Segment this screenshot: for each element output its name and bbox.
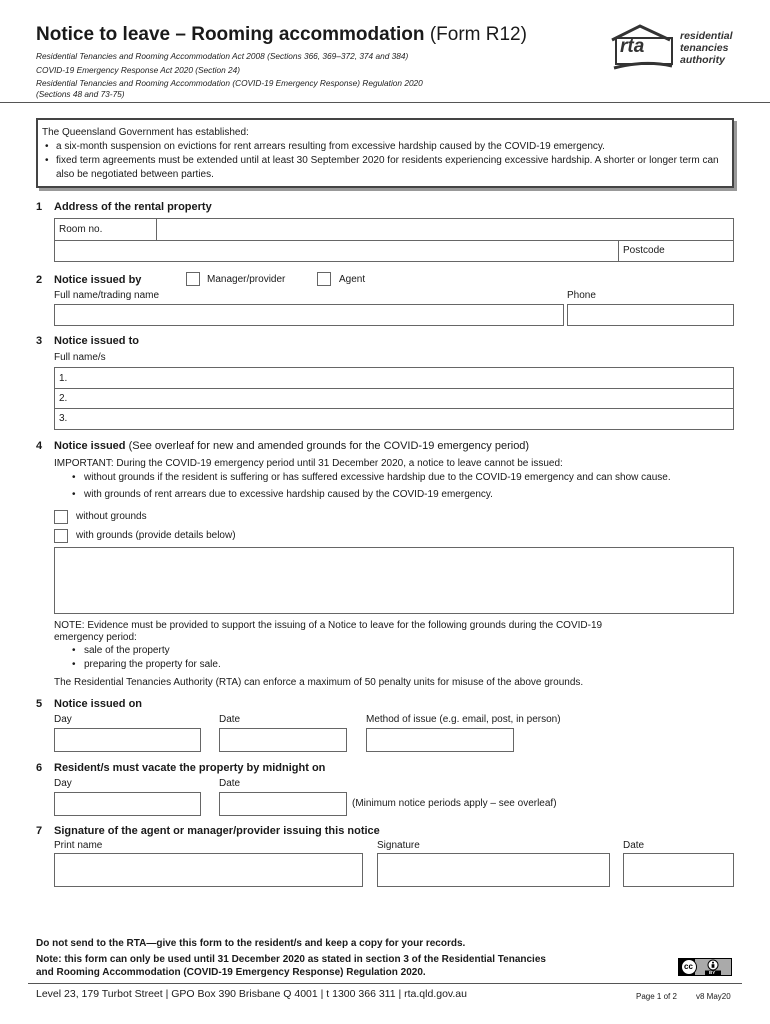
important-notice: IMPORTANT: During the COVID-19 emergency period until 31 December 2020, a notice to leave cannot be issued: bbox=[54, 458, 563, 469]
room-no-cell[interactable] bbox=[55, 219, 157, 241]
note-bullet-sale: • sale of the property bbox=[70, 645, 170, 656]
agent-label: Agent bbox=[339, 274, 366, 285]
issuer-phone-input[interactable] bbox=[567, 304, 734, 326]
legislation-line-4: (Sections 48 and 73-75) bbox=[36, 89, 125, 99]
legislation-line-1: Residential Tenancies and Rooming Accommodation Act 2008 (Sections 366, 369–372, 374 and 384) bbox=[36, 51, 409, 61]
vacate-date-input[interactable] bbox=[219, 792, 347, 816]
street-address-field[interactable] bbox=[157, 219, 733, 241]
info-bullet-fixed-term: • fixed term agreements must be extended until at least 30 September 2020 for residents experiencing excessive hardship. A shorter or longer term can also be negotiated between parties. bbox=[42, 154, 728, 182]
rta-logo-mark: rta bbox=[620, 36, 645, 57]
address-box bbox=[54, 218, 734, 262]
cc-label: cc bbox=[684, 962, 693, 971]
issued-date-input[interactable] bbox=[219, 728, 347, 752]
legislation-line-2: COVID-19 Emergency Response Act 2020 (Section 24) bbox=[36, 65, 240, 75]
section-7-title: Signature of the agent or manager/provider issuing this notice bbox=[54, 825, 380, 837]
vacate-day-input[interactable] bbox=[54, 792, 201, 816]
section-4-title-note: (See overleaf for new and amended grounds for the COVID-19 emergency period) bbox=[128, 440, 530, 452]
section-5-number: 5 bbox=[36, 698, 43, 710]
issued-day-input[interactable] bbox=[54, 728, 201, 752]
legislation-line-3: Residential Tenancies and Rooming Accommodation (COVID-19 Emergency Response) Regulation 2020 bbox=[36, 78, 423, 88]
header-divider bbox=[0, 102, 770, 103]
section-4-number: 4 bbox=[36, 440, 43, 452]
postcode-label: Postcode bbox=[623, 245, 665, 256]
form-title: Notice to leave – Rooming accommodation bbox=[36, 24, 425, 45]
evidence-note-line-2: emergency period: bbox=[54, 632, 137, 643]
vacate-date-label: Date bbox=[219, 778, 241, 789]
rta-contact-address: Level 23, 179 Turbot Street | GPO Box 390 Brisbane Q 4001 | t 1300 366 311 | rta.qld.gov.au bbox=[36, 988, 467, 1000]
agent-checkbox[interactable] bbox=[317, 272, 331, 286]
print-name-input[interactable] bbox=[54, 853, 363, 887]
section-7-number: 7 bbox=[36, 825, 43, 837]
print-name-label: Print name bbox=[54, 840, 103, 851]
issued-day-label: Day bbox=[54, 714, 72, 725]
resident-name-2-field[interactable] bbox=[55, 389, 733, 409]
minimum-notice-note: (Minimum notice periods apply – see overleaf) bbox=[352, 798, 557, 809]
issuer-name-input[interactable] bbox=[54, 304, 564, 326]
resident-row-2-label: 2. bbox=[59, 393, 68, 404]
with-grounds-checkbox[interactable] bbox=[54, 529, 68, 543]
without-grounds-checkbox[interactable] bbox=[54, 510, 68, 524]
resident-name-1-field[interactable] bbox=[55, 368, 733, 389]
info-intro: The Queensland Government has established: bbox=[42, 127, 249, 138]
section-2-number: 2 bbox=[36, 274, 43, 286]
issued-date-label: Date bbox=[219, 714, 241, 725]
manager-provider-checkbox[interactable] bbox=[186, 272, 200, 286]
manager-provider-label: Manager/provider bbox=[207, 274, 286, 285]
with-grounds-label: with grounds (provide details below) bbox=[76, 530, 236, 541]
page-number: Page 1 of 2 bbox=[636, 992, 677, 1001]
by-label: BY bbox=[709, 970, 716, 975]
suburb-field[interactable] bbox=[55, 241, 619, 262]
logo-line-tenancies: tenancies bbox=[680, 42, 729, 54]
note-bullet-preparing: • preparing the property for sale. bbox=[70, 659, 221, 670]
resident-names-label: Full name/s bbox=[54, 352, 106, 363]
page-title bbox=[36, 24, 527, 46]
do-not-send-warning: Do not send to the RTA—give this form to the resident/s and keep a copy for your records. bbox=[36, 938, 466, 949]
penalty-notice: The Residential Tenancies Authority (RTA) can enforce a maximum of 50 penalty units for misuse of the above grounds. bbox=[54, 677, 584, 688]
vacate-day-label: Day bbox=[54, 778, 72, 789]
issuer-name-label: Full name/trading name bbox=[54, 290, 160, 301]
signature-date-input[interactable] bbox=[623, 853, 734, 887]
signature-label: Signature bbox=[377, 840, 420, 851]
validity-note-line-2: and Rooming Accommodation (COVID-19 Emergency Response) Regulation 2020. bbox=[36, 967, 426, 978]
covid-info-box bbox=[36, 118, 734, 188]
resident-names-box bbox=[54, 367, 734, 430]
method-of-issue-input[interactable] bbox=[366, 728, 514, 752]
resident-row-1-label: 1. bbox=[59, 373, 68, 384]
important-bullet-rent-arrears: • with grounds of rent arrears due to excessive hardship caused by the COVID-19 emergency. bbox=[70, 489, 493, 500]
section-3-title: Notice issued to bbox=[54, 335, 139, 347]
logo-line-authority: authority bbox=[680, 54, 725, 66]
section-6-title: Resident/s must vacate the property by midnight on bbox=[54, 762, 326, 774]
evidence-note-line-1: NOTE: Evidence must be provided to support the issuing of a Notice to leave for the following grounds during the COVID-19 bbox=[54, 620, 603, 631]
signature-date-label: Date bbox=[623, 840, 645, 851]
section-4-title bbox=[54, 440, 529, 452]
important-bullet-without-grounds: • without grounds if the resident is suffering or has suffered excessive hardship due to the COVID-19 emergency and can show cause. bbox=[70, 472, 671, 483]
section-3-number: 3 bbox=[36, 335, 43, 347]
logo-line-residential: residential bbox=[680, 30, 733, 42]
resident-name-3-field[interactable] bbox=[55, 409, 733, 429]
issuer-phone-label: Phone bbox=[567, 290, 596, 301]
section-1-title: Address of the rental property bbox=[54, 201, 212, 213]
creative-commons-badge bbox=[678, 958, 732, 976]
section-6-number: 6 bbox=[36, 762, 43, 774]
method-of-issue-label: Method of issue (e.g. email, post, in person) bbox=[366, 714, 561, 725]
section-2-title: Notice issued by bbox=[54, 274, 142, 286]
resident-row-3-label: 3. bbox=[59, 413, 68, 424]
form-number: (Form R12) bbox=[429, 24, 527, 45]
postcode-cell[interactable] bbox=[619, 241, 733, 262]
without-grounds-label: without grounds bbox=[76, 511, 147, 522]
section-1-number: 1 bbox=[36, 201, 43, 213]
section-5-title: Notice issued on bbox=[54, 698, 143, 710]
grounds-details-textarea[interactable] bbox=[54, 547, 734, 614]
room-no-label: Room no. bbox=[59, 224, 103, 235]
signature-input[interactable] bbox=[377, 853, 610, 887]
info-bullet-suspension: • a six-month suspension on evictions for rent arrears resulting from excessive hardship caused by the COVID-19 emergency. bbox=[42, 140, 728, 154]
form-version: v8 May20 bbox=[696, 992, 731, 1001]
rta-logo bbox=[610, 24, 742, 74]
footer-divider bbox=[28, 983, 742, 984]
section-4-title-text: Notice issued bbox=[54, 440, 126, 452]
validity-note-line-1: Note: this form can only be used until 31 December 2020 as stated in section 3 of the Residential Tenancies bbox=[36, 954, 546, 965]
